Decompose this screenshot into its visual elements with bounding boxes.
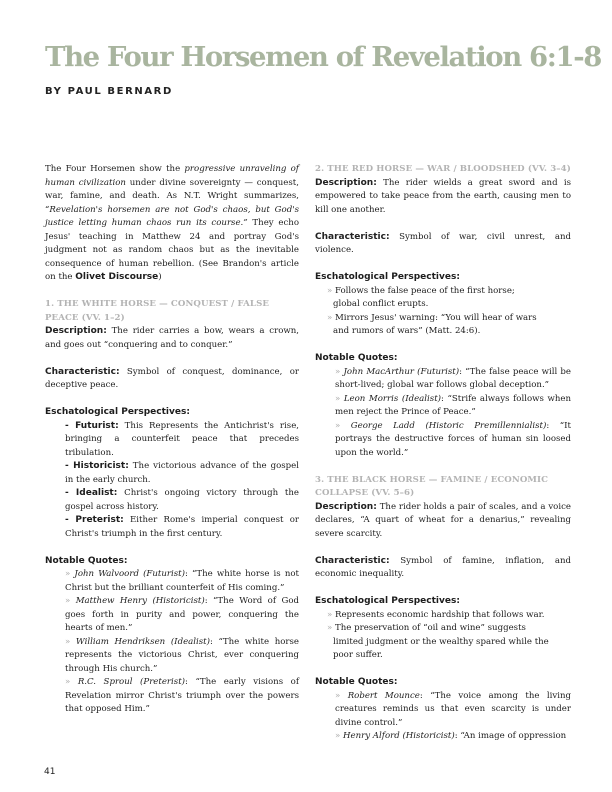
perspective-item <box>315 609 571 623</box>
perspective-text: Follows the false peace of the first horse; <box>335 285 515 296</box>
white-characteristic <box>45 366 299 393</box>
olivet-discourse-link[interactable]: Olivet Discourse <box>75 272 159 282</box>
white-horse-heading: 1. THE WHITE HORSE — CONQUEST / FALSE PEACE (VV. 1–2) <box>45 299 270 323</box>
wright-quote: “Revelation's horsemen are not God's chaos, but God's justice letting human chaos run its course.” <box>45 204 299 228</box>
quote-text: : “The white horse represents the victorious Christ, ever conquering through His church.” <box>65 636 300 674</box>
quote-item <box>315 366 571 393</box>
quote-item <box>45 676 299 717</box>
perspective-name: - Futurist: <box>65 420 119 431</box>
characteristic-text: Symbol of war, civil unrest, and violence. <box>315 231 571 255</box>
bullet-icon: » <box>65 569 71 579</box>
perspective-text: This Represents the Antichrist's rise, bringing a counterfeit peace that precedes tribulation. <box>65 420 300 458</box>
white-perspectives-list <box>45 420 299 542</box>
quote-author: John MacArthur (Futurist) <box>343 366 460 377</box>
perspective-text: Christ's ongoing victory through the gospel across history. <box>65 488 299 512</box>
characteristic-text: Symbol of conquest, dominance, or deceptive peace. <box>45 366 299 390</box>
perspective-text: The preservation of “oil and wine” suggests <box>335 623 526 633</box>
intro-emphasis: progressive unraveling of human civilization <box>45 164 299 188</box>
perspective-name: - Preterist: <box>65 515 124 525</box>
description-label: Description: <box>45 326 107 336</box>
bullet-icon: » <box>335 393 341 404</box>
intro-text: The Four Horsemen show the <box>45 164 185 174</box>
left-column <box>45 163 299 717</box>
perspective-item <box>45 460 299 487</box>
perspectives-label: Eschatological Perspectives: <box>315 272 460 282</box>
perspective-text: Represents economic hardship that follows war. <box>335 609 545 620</box>
quote-item <box>315 420 571 461</box>
bullet-icon: » <box>335 420 341 431</box>
bullet-icon: » <box>335 731 341 741</box>
quote-author: Robert Mounce <box>347 690 420 701</box>
perspective-continuation: limited judgment or the wealthy spared while the poor suffer. <box>333 636 549 660</box>
perspective-text: Either Rome's imperial conquest or Christ's triumph in the first century. <box>65 515 299 539</box>
perspective-name: - Historicist: <box>65 461 129 471</box>
quote-item <box>315 690 571 731</box>
quote-text: : “The voice among the living creatures reminds us that even scarcity is under divine control.” <box>335 690 572 728</box>
perspective-item <box>45 514 299 541</box>
black-horse-heading: 3. THE BLACK HORSE — FAMINE / ECONOMIC COLLAPSE (VV. 5–6) <box>315 474 549 498</box>
quote-text: : “The false peace will be short-lived; global war follows global deception.” <box>335 366 572 390</box>
intro-text: ) <box>158 272 162 282</box>
description-text: The rider holds a pair of scales, and a voice declares, “A quart of wheat for a denarius,” revealing severe scarcity. <box>315 501 571 539</box>
bullet-icon: » <box>327 623 333 633</box>
red-characteristic <box>315 231 571 258</box>
description-text: The rider wields a great sword and is empowered to take peace from the earth, causing men to kill one another. <box>315 177 572 215</box>
perspective-continuation: global conflict erupts. <box>333 299 429 309</box>
white-quotes-list <box>45 568 299 717</box>
quote-item <box>45 568 299 595</box>
quotes-label: Notable Quotes: <box>45 555 128 566</box>
characteristic-label: Characteristic: <box>315 231 390 242</box>
perspective-text: The victorious advance of the gospel in the early church. <box>65 461 300 485</box>
quote-author: Leon Morris (Idealist) <box>343 393 442 404</box>
bullet-icon: » <box>65 677 71 687</box>
quote-text: : “The white horse is not Christ but the brilliant counterfeit of His coming.” <box>65 569 299 593</box>
perspective-item <box>315 312 571 326</box>
black-characteristic <box>315 555 571 582</box>
author-byline: BY PAUL BERNARD <box>45 86 173 97</box>
black-perspectives-list <box>315 609 571 663</box>
quote-item <box>315 730 571 744</box>
perspective-item <box>45 487 299 514</box>
bullet-icon: » <box>335 690 341 701</box>
black-description <box>315 501 571 542</box>
intro-text: under divine sovereignty — conquest, war, famine, and death. As N.T. Wright summarizes, <box>45 177 299 201</box>
bullet-icon: » <box>65 636 71 647</box>
description-label: Description: <box>315 501 377 512</box>
quote-text: : “An image of oppression <box>454 731 567 741</box>
perspective-name: - Idealist: <box>65 488 118 498</box>
quote-author: R.C. Sproul (Preterist) <box>77 677 186 687</box>
bullet-icon: » <box>65 596 71 606</box>
description-text: The rider carries a bow, wears a crown, and goes out “conquering and to conquer.” <box>45 326 299 350</box>
bullet-icon: » <box>327 312 333 323</box>
characteristic-label: Characteristic: <box>45 366 120 377</box>
page-title: The Four Horsemen of Revelation 6:1-8 <box>45 41 601 73</box>
red-description <box>315 177 571 218</box>
perspective-item <box>315 285 571 299</box>
quote-text: : “It portrays the destructive forces of human sin loosed upon the world.” <box>335 420 571 458</box>
page-number: 41 <box>44 767 56 777</box>
perspective-item <box>315 622 571 636</box>
quote-author: John Walvoord (Futurist) <box>74 569 185 579</box>
black-quotes-list <box>315 690 571 744</box>
quote-item <box>45 595 299 636</box>
quote-item <box>45 636 299 677</box>
perspective-text: Mirrors Jesus' warning: “You will hear of wars <box>335 312 537 323</box>
quote-author: Henry Alford (Historicist) <box>343 731 455 741</box>
quote-item <box>315 393 571 420</box>
right-column <box>315 163 571 744</box>
red-perspectives-list <box>315 285 571 339</box>
red-horse-heading: 2. THE RED HORSE — WAR / BLOODSHED (VV. 3–4) <box>315 164 571 174</box>
bullet-icon: » <box>335 366 341 377</box>
white-description <box>45 325 299 352</box>
description-label: Description: <box>315 177 377 188</box>
perspective-item <box>45 420 299 461</box>
quote-text: : “The early visions of Revelation mirror Christ's triumph over the powers that opposed Him.” <box>65 677 299 714</box>
bullet-icon: » <box>327 609 333 620</box>
quote-text: : “The Word of God goes forth in purity and power, conquering the hearts of men.” <box>65 596 299 633</box>
intro-paragraph <box>45 163 299 285</box>
quote-text: : “Strife always follows when men reject the Prince of Peace.” <box>335 393 571 417</box>
quotes-label: Notable Quotes: <box>315 353 398 363</box>
quote-author: George Ladd (Historic Premillennialist) <box>350 420 547 431</box>
characteristic-label: Characteristic: <box>315 555 390 566</box>
perspectives-label: Eschatological Perspectives: <box>45 407 190 417</box>
quote-author: William Hendriksen (Idealist) <box>75 636 210 647</box>
characteristic-text: Symbol of famine, inflation, and economic inequality. <box>315 555 572 579</box>
perspective-continuation: and rumors of wars” (Matt. 24:6). <box>333 326 481 336</box>
perspectives-label: Eschatological Perspectives: <box>315 596 460 606</box>
quotes-label: Notable Quotes: <box>315 677 398 687</box>
bullet-icon: » <box>327 285 333 296</box>
quote-author: Matthew Henry (Historicist) <box>75 596 205 606</box>
red-quotes-list <box>315 366 571 461</box>
intro-text: They echo Jesus' teaching in Matthew 24 and portray God's judgment not as random chaos but as the inevitable consequence of human rebellion. (See Brandon's article on the <box>45 218 299 282</box>
